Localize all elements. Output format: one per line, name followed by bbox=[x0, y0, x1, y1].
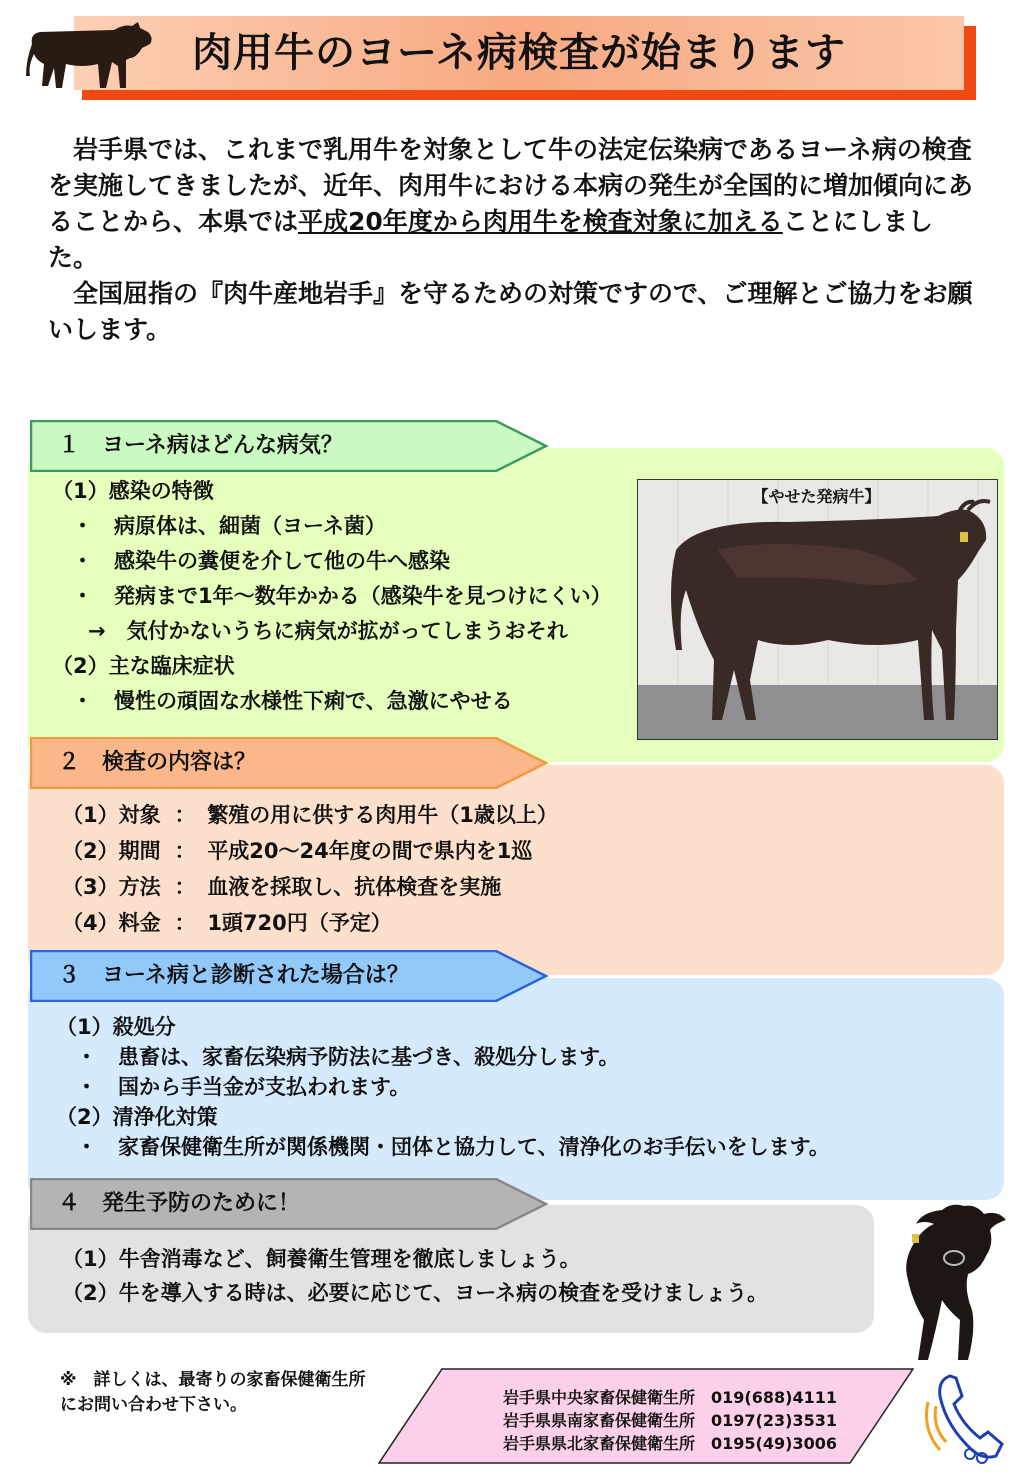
list-item: ・ 感染牛の糞便を介して他の牛へ感染 bbox=[72, 549, 450, 573]
inspection-details bbox=[62, 797, 558, 941]
cow-silhouette-icon bbox=[26, 14, 156, 94]
sick-cow-photo bbox=[637, 479, 998, 740]
list-item: ・ 家畜保健衛生所が関係機関・団体と協力して、清浄化のお手伝いをします。 bbox=[76, 1135, 830, 1159]
detail-row: （2）期間 ： 平成20～24年度の間で県内を1巡 bbox=[62, 839, 533, 863]
detail-row: （3）方法 ： 血液を採取し、抗体検査を実施 bbox=[62, 875, 502, 899]
section1-heading: １ ヨーネ病はどんな病気？ bbox=[30, 420, 550, 472]
phone-icon bbox=[922, 1366, 1012, 1466]
cow-photo bbox=[872, 1200, 1022, 1365]
list-item: ・ 慢性の頑固な水様性下痢で、急激にやせる bbox=[72, 689, 513, 713]
section4-content bbox=[62, 1242, 768, 1310]
contact-item: 岩手県中央家畜保健衛生所 019(688)4111 bbox=[503, 1388, 837, 1407]
section3-content bbox=[56, 1012, 830, 1162]
page-title: 肉用牛のヨーネ病検査が始まります bbox=[192, 30, 846, 76]
section1-content bbox=[52, 474, 612, 719]
contact-list bbox=[440, 1386, 900, 1455]
subheading: （2）清浄化対策 bbox=[56, 1105, 218, 1129]
contact-item: 岩手県県南家畜保健衛生所 0197(23)3531 bbox=[503, 1411, 837, 1430]
underlined-announcement: 平成20年度から肉用牛を検査対象に加える bbox=[298, 207, 783, 236]
section4-heading: ４ 発生予防のために！ bbox=[30, 1178, 550, 1230]
detail-row: （4）料金 ： 1頭720円（予定） bbox=[62, 911, 392, 935]
list-item: ・ 患畜は、家畜伝染病予防法に基づき、殺処分します。 bbox=[76, 1045, 620, 1069]
list-item: → 気付かないうちに病気が拡がってしまうおそれ bbox=[88, 619, 568, 643]
footer-note: ※ 詳しくは、最寄りの家畜保健衛生所 にお問い合わせ下さい。 bbox=[60, 1370, 366, 1415]
list-item: （2）牛を導入する時は、必要に応じて、ヨーネ病の検査を受けましょう。 bbox=[62, 1281, 769, 1305]
detail-row: （1）対象 ： 繁殖の用に供する肉用牛（1歳以上） bbox=[62, 803, 558, 827]
subheading: （1）感染の特徴 bbox=[52, 479, 214, 503]
subheading: （1）殺処分 bbox=[56, 1015, 176, 1039]
subheading: （2）主な臨床症状 bbox=[52, 654, 235, 678]
list-item: ・ 国から手当金が支払われます。 bbox=[76, 1075, 411, 1099]
list-item: ・ 病原体は、細菌（ヨーネ菌） bbox=[72, 514, 386, 538]
list-item: ・ 発病まで1年～数年かかる（感染牛を見つけにくい） bbox=[72, 584, 612, 608]
intro-text: 岩手県では、これまで乳用牛を対象として牛の法定伝染病であるヨーネ病の検査を実施してきましたが、近年、肉用牛における本病の発生が全国的に増加傾向にあることから、本県では平成20年度から肉用牛を検査対象に加えることにしました。 全国屈指の『肉牛産地岩手』を守るための対策ですので、ご理解とご協力をお願いします。 bbox=[48, 135, 974, 344]
section2-heading: ２ 検査の内容は？ bbox=[30, 737, 550, 789]
contact-item: 岩手県県北家畜保健衛生所 0195(49)3006 bbox=[503, 1434, 837, 1453]
photo-caption: 【やせた発病牛】 bbox=[752, 487, 881, 506]
list-item: （1）牛舎消毒など、飼養衛生管理を徹底しましょう。 bbox=[62, 1247, 581, 1271]
section3-heading: ３ ヨーネ病と診断された場合は？ bbox=[30, 950, 550, 1002]
